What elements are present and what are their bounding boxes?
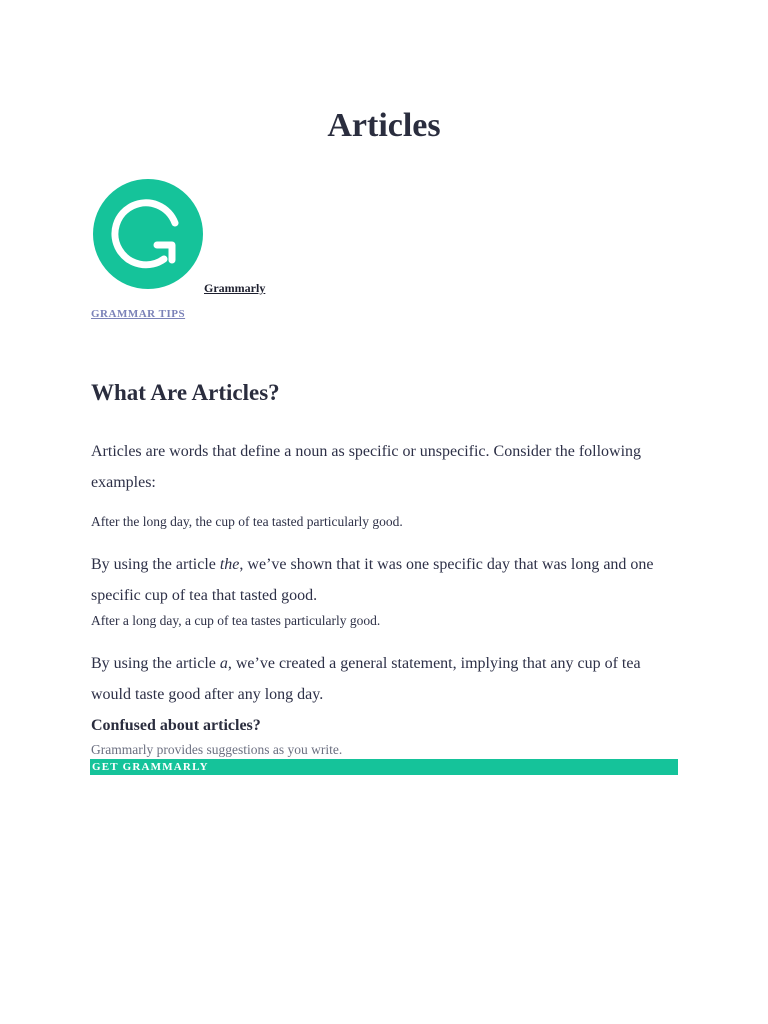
example-sentence-1: After the long day, the cup of tea tasted particularly good. bbox=[91, 514, 403, 529]
cta-heading: Confused about articles? bbox=[91, 717, 261, 734]
page-title: Articles bbox=[327, 107, 441, 144]
explanation-paragraph-1 bbox=[91, 549, 681, 611]
author-link[interactable]: Grammarly bbox=[204, 281, 266, 295]
get-grammarly-button[interactable]: GET GRAMMARLY bbox=[90, 759, 678, 775]
grammarly-logo-icon bbox=[93, 179, 203, 289]
explanation-1-after: , we’ve shown that it was one specific day that was long and one specific cup of tea that tasted good. bbox=[91, 556, 654, 604]
intro-paragraph: Articles are words that define a noun as specific or unspecific. Consider the following examples: bbox=[91, 443, 642, 491]
explanation-2-after: , we’ve created a general statement, implying that any cup of tea would taste good after any long day. bbox=[91, 655, 641, 703]
cta-text: Grammarly provides suggestions as you write. bbox=[91, 742, 343, 757]
explanation-1-term: the bbox=[219, 556, 240, 573]
explanation-2-term: a bbox=[219, 655, 228, 672]
category-link-grammar-tips[interactable]: GRAMMAR TIPS bbox=[91, 308, 186, 320]
section-heading: What Are Articles? bbox=[91, 380, 280, 405]
explanation-2-before: By using the article bbox=[91, 655, 220, 672]
example-sentence-2: After a long day, a cup of tea tastes particularly good. bbox=[91, 613, 381, 628]
explanation-1-before: By using the article bbox=[91, 556, 220, 573]
explanation-paragraph-2 bbox=[91, 648, 681, 710]
